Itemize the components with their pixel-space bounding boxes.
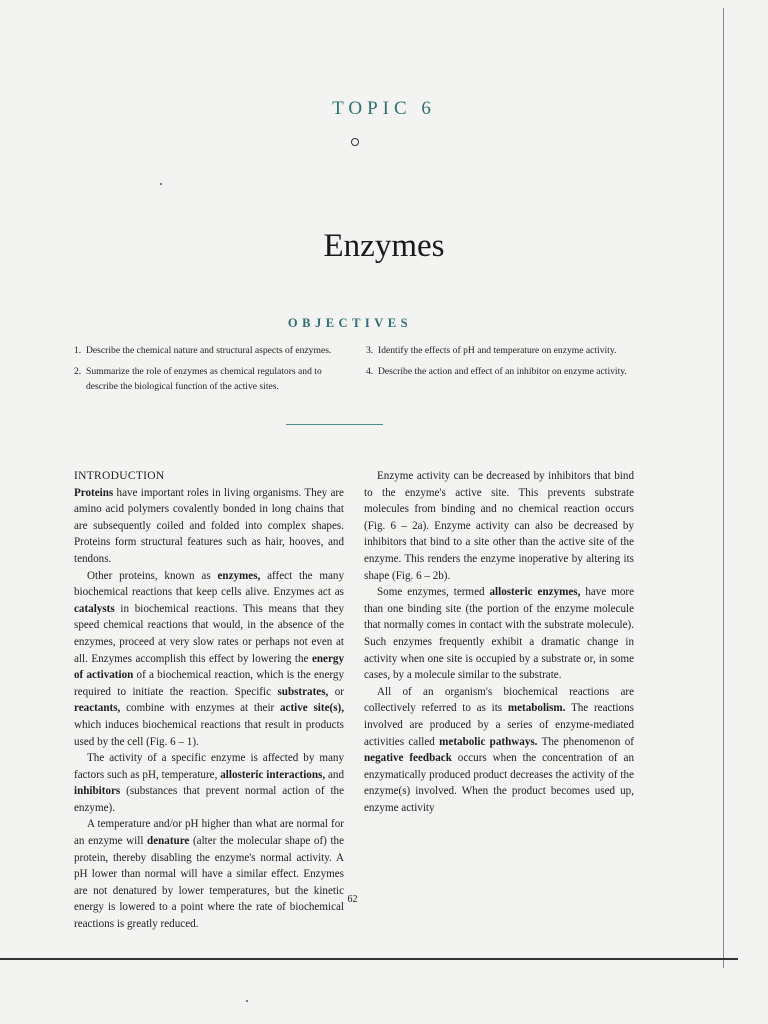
paragraph-text: which induces biochemical reactions that result in products used by the cell (Fig. 6 – 1). bbox=[74, 718, 344, 748]
paragraph-text: and bbox=[325, 768, 345, 781]
key-term: catalysts bbox=[74, 602, 115, 615]
key-term: inhibitors bbox=[74, 785, 121, 798]
paragraph-text: A temperature and/or pH higher than what are normal for an enzyme will bbox=[74, 818, 344, 848]
paragraph-metabolism bbox=[364, 684, 634, 817]
paragraph-text: The phenomenon of bbox=[537, 735, 634, 748]
paragraph-text: The reactions involved are produced by a series of enzyme-mediated activities called bbox=[364, 702, 634, 748]
paragraph-proteins bbox=[74, 485, 344, 568]
key-term: active site(s), bbox=[280, 702, 344, 715]
body-column-right bbox=[364, 468, 634, 816]
paragraph-text: or bbox=[328, 685, 344, 698]
paragraph-text: (substances that prevent normal action of the enzyme). bbox=[74, 785, 344, 814]
objective-item bbox=[366, 343, 638, 358]
section-divider bbox=[286, 424, 383, 425]
paragraph-text: Some enzymes, termed bbox=[377, 586, 490, 599]
key-term: metabolic pathways. bbox=[439, 735, 538, 748]
paragraph-text: Other proteins, known as bbox=[87, 569, 218, 582]
paragraph-text: The activity of a specific enzyme is affected by many factors such as pH, temperature, bbox=[74, 752, 344, 781]
ornament-icon bbox=[351, 138, 359, 146]
key-term: allosteric interactions, bbox=[220, 768, 326, 781]
paragraph-text: (alter the molecular shape of) the protein, thereby disabling the enzyme's normal activity. A pH lower than normal will have a similar effect. Enzymes are not denatured by lower temperatures, but the kinetic energy is lowered to a point where the rate of biochemical reactions is greatly reduced. bbox=[74, 835, 345, 931]
objective-item bbox=[74, 364, 346, 394]
paragraph-text: have more than one binding site (the portion of the enzyme molecule that normally comes in contact with the substrate molecule). Such enzymes frequently exhibit a dramatic change in activity when one site is occupied by a substrate or, in some cases, by a molecule similar to the substrate. bbox=[364, 586, 634, 682]
key-term: allosteric enzymes, bbox=[489, 586, 581, 599]
paragraph-inhibitors bbox=[364, 468, 634, 584]
key-term: metabolism. bbox=[507, 702, 566, 715]
key-term: denature bbox=[147, 835, 190, 848]
scan-speck bbox=[160, 183, 162, 185]
paragraph-text: in biochemical reactions. This means that they speed chemical reactions that would, in the absence of the enzymes, proceed at very slow rates or perhaps not even at all. Enzymes accomplish this effect by lowering the bbox=[74, 602, 344, 665]
objective-text: Describe the action and effect of an inhibitor on enzyme activity. bbox=[378, 366, 627, 377]
objective-item bbox=[74, 343, 346, 358]
page-number: 62 bbox=[347, 894, 358, 905]
key-term: negative feedback bbox=[364, 752, 452, 765]
objective-number: 1. bbox=[74, 345, 82, 356]
paragraph-text: All of an organism's biochemical reactions are collectively referred to as its bbox=[364, 685, 634, 715]
key-term: enzymes, bbox=[217, 569, 261, 582]
key-term: reactants, bbox=[74, 702, 121, 715]
paragraph-text: Enzyme activity can be decreased by inhibitors that bind to the enzyme's active site. This prevents substrate molecules from binding and no chemical reaction occurs (Fig. 6 – 2a). Enzyme activity can also be decreased by inhibitors that bind to a site other than the active site of the enzyme. This renders the enzyme inoperative by altering its shape (Fig. 6 – 2b). bbox=[364, 470, 634, 582]
paragraph-text: occurs when the concentration of an enzymatically produced product decreases the activity of the enzyme(s) involved. When the product becomes used up, enzyme activity bbox=[364, 752, 634, 814]
objective-text: Identify the effects of pH and temperature on enzyme activity. bbox=[378, 345, 617, 356]
key-term: substrates, bbox=[277, 685, 329, 698]
objectives-heading: OBJECTIVES bbox=[287, 316, 413, 330]
page-edge bbox=[0, 958, 738, 960]
page-title: Enzymes bbox=[323, 228, 445, 264]
paragraph-denature bbox=[74, 816, 344, 932]
page-edge bbox=[723, 8, 724, 968]
topic-label: TOPIC 6 bbox=[332, 98, 436, 119]
paragraph-text: have important roles in living organisms. They are amino acid polymers covalently bonded in long chains that are subsequently coiled and folded into complex shapes. Proteins form structural features such as hair, hooves, and tendons. bbox=[74, 486, 344, 565]
paragraph-text: affect the many biochemical reactions that keep cells alive. Enzymes act as bbox=[74, 569, 345, 599]
paragraph-text: combine with enzymes at their bbox=[120, 702, 280, 715]
objective-number: 3. bbox=[366, 345, 374, 356]
objective-text: Summarize the role of enzymes as chemical regulators and to describe the biological function of the active sites. bbox=[86, 366, 322, 392]
objective-number: 4. bbox=[366, 366, 374, 377]
scan-speck bbox=[246, 1000, 248, 1002]
body-column-left bbox=[74, 468, 344, 933]
objective-text: Describe the chemical nature and structural aspects of enzymes. bbox=[86, 345, 332, 356]
paragraph-activity-factors bbox=[74, 750, 344, 816]
key-term: Proteins bbox=[74, 486, 114, 499]
paragraph-enzymes bbox=[74, 568, 344, 751]
paragraph-text: of a biochemical reaction, which is the energy required to initiate the reaction. Specific bbox=[74, 669, 344, 698]
introduction-heading: INTRODUCTION bbox=[74, 470, 165, 482]
paragraph-allosteric bbox=[364, 584, 634, 684]
objective-number: 2. bbox=[74, 366, 82, 377]
key-term: energy of activation bbox=[74, 652, 344, 682]
objectives-list bbox=[74, 343, 654, 394]
objective-item bbox=[366, 364, 638, 394]
